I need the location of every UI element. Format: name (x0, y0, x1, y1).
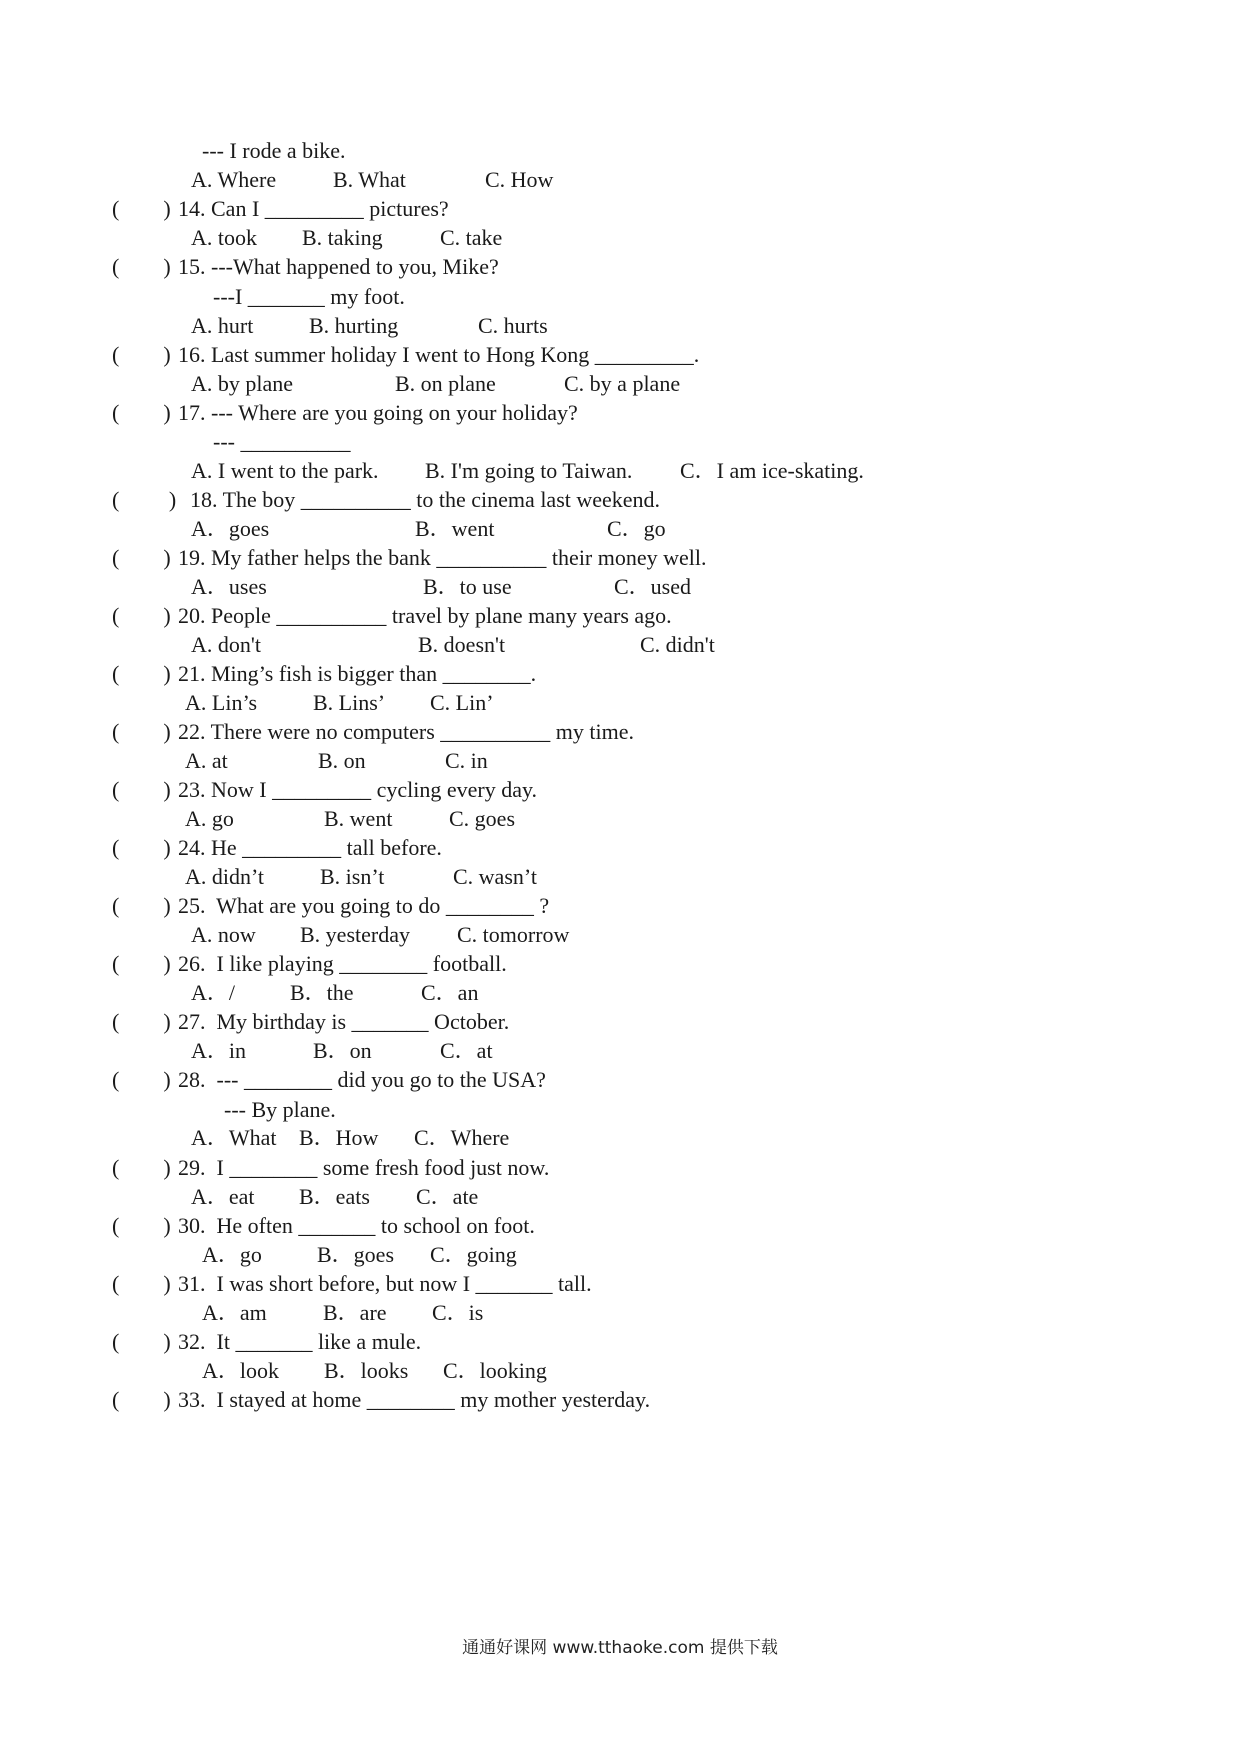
option: A. didn’t (185, 864, 265, 889)
option: C. by a plane (564, 371, 681, 396)
option: B．goes (317, 1242, 395, 1267)
option: B. I'm going to Taiwan. (425, 458, 633, 483)
question-subline: --- By plane. (224, 1097, 336, 1122)
option: B. yesterday (300, 922, 410, 947)
answer-blank[interactable]: ( ) (112, 1155, 171, 1180)
option: A. Where (191, 167, 277, 192)
answer-blank[interactable]: ( ) (112, 1067, 171, 1092)
answer-blank[interactable]: ( ) (112, 777, 171, 802)
question-stem: 32. It _______ like a mule. (178, 1329, 422, 1354)
option: B. doesn't (418, 632, 506, 657)
answer-blank[interactable]: ( ) (112, 1271, 171, 1296)
option: B. What (333, 167, 406, 192)
question-stem: 22. There were no computers __________ my time. (178, 719, 634, 744)
option: C. How (485, 167, 554, 192)
question-stem: 29. I ________ some fresh food just now. (178, 1155, 550, 1180)
option: A．goes (191, 516, 270, 541)
option: C. wasn’t (453, 864, 537, 889)
option: C. tomorrow (457, 922, 570, 947)
option: B. on (318, 748, 366, 773)
option: A．in (191, 1038, 247, 1063)
option: C. Lin’ (430, 690, 494, 715)
option: A．uses (191, 574, 267, 599)
option: A．eat (191, 1184, 255, 1209)
option: A．go (202, 1242, 262, 1267)
option: A. hurt (191, 313, 254, 338)
option: C. hurts (478, 313, 548, 338)
option: C．going (430, 1242, 517, 1267)
option: C．is (432, 1300, 484, 1325)
option: B. on plane (395, 371, 496, 396)
option: C．looking (443, 1358, 547, 1383)
option: C．ate (416, 1184, 479, 1209)
option: A. Lin’s (185, 690, 258, 715)
question-stem: 19. My father helps the bank __________ their money well. (178, 545, 707, 570)
question-subline: --- __________ (213, 429, 351, 454)
option: A．What (191, 1125, 277, 1150)
answer-blank[interactable]: ( ) (112, 254, 171, 279)
question-stem: 20. People __________ travel by plane many years ago. (178, 603, 672, 628)
option: A．am (202, 1300, 267, 1325)
option: B. hurting (309, 313, 399, 338)
question-subline: ---I _______ my foot. (213, 284, 405, 309)
question-stem: 28. --- ________ did you go to the USA? (178, 1067, 546, 1092)
option: B. Lins’ (313, 690, 386, 715)
question-stem: 26. I like playing ________ football. (178, 951, 507, 976)
option: B. went (324, 806, 393, 831)
option: B．the (290, 980, 354, 1005)
option: A．/ (191, 980, 236, 1005)
option: C．go (607, 516, 666, 541)
question-stem: 23. Now I _________ cycling every day. (178, 777, 538, 802)
answer-blank[interactable]: ( ) (112, 1329, 171, 1354)
answer-blank[interactable]: ( ) (112, 342, 171, 367)
preamble-answer-line: --- I rode a bike. (202, 138, 346, 163)
option: C．I am ice-skating. (680, 458, 864, 483)
option: B．looks (324, 1358, 409, 1383)
question-stem: 33. I stayed at home ________ my mother yesterday. (178, 1387, 651, 1412)
option: C. in (445, 748, 488, 773)
answer-blank[interactable]: ( ) (112, 951, 171, 976)
option: B. taking (302, 225, 383, 250)
option: A. by plane (191, 371, 294, 396)
option: B．to use (423, 574, 512, 599)
option: A. at (185, 748, 228, 773)
option: B．went (415, 516, 495, 541)
option: A. I went to the park. (191, 458, 379, 483)
option: B．on (313, 1038, 372, 1063)
answer-blank[interactable]: ( ) (112, 487, 177, 512)
question-stem: 24. He _________ tall before. (178, 835, 442, 860)
answer-blank[interactable]: ( ) (112, 400, 171, 425)
question-stem: 16. Last summer holiday I went to Hong Kong _________. (178, 342, 700, 367)
question-stem: 21. Ming’s fish is bigger than ________. (178, 661, 537, 686)
question-stem: 18. The boy __________ to the cinema last weekend. (190, 487, 661, 512)
question-stem: 31. I was short before, but now I _______ tall. (178, 1271, 592, 1296)
answer-blank[interactable]: ( ) (112, 603, 171, 628)
option: B. isn’t (320, 864, 385, 889)
option: C．an (421, 980, 479, 1005)
answer-blank[interactable]: ( ) (112, 893, 171, 918)
answer-blank[interactable]: ( ) (112, 719, 171, 744)
answer-blank[interactable]: ( ) (112, 196, 171, 221)
answer-blank[interactable]: ( ) (112, 1009, 171, 1034)
option: C. goes (449, 806, 515, 831)
option: B．are (323, 1300, 387, 1325)
question-stem: 27. My birthday is _______ October. (178, 1009, 510, 1034)
answer-blank[interactable]: ( ) (112, 661, 171, 686)
option: C．used (614, 574, 692, 599)
option: A. go (185, 806, 234, 831)
option: B．eats (299, 1184, 370, 1209)
option: C. take (440, 225, 503, 250)
answer-blank[interactable]: ( ) (112, 835, 171, 860)
question-stem: 15. ---What happened to you, Mike? (178, 254, 499, 279)
option: C. didn't (640, 632, 715, 657)
option: C．Where (414, 1125, 510, 1150)
option: C．at (440, 1038, 493, 1063)
option: A. took (191, 225, 257, 250)
option: A. now (191, 922, 256, 947)
answer-blank[interactable]: ( ) (112, 545, 171, 570)
question-stem: 14. Can I _________ pictures? (178, 196, 449, 221)
question-stem: 25. What are you going to do ________ ? (178, 893, 550, 918)
option: A. don't (191, 632, 261, 657)
option: B．How (299, 1125, 379, 1150)
answer-blank[interactable]: ( ) (112, 1387, 171, 1412)
question-stem: 17. --- Where are you going on your holiday? (178, 400, 578, 425)
page-footer: 通通好课网 www.tthaoke.com 提供下载 (462, 1638, 778, 1658)
answer-blank[interactable]: ( ) (112, 1213, 171, 1238)
question-stem: 30. He often _______ to school on foot. (178, 1213, 535, 1238)
option: A．look (202, 1358, 280, 1383)
